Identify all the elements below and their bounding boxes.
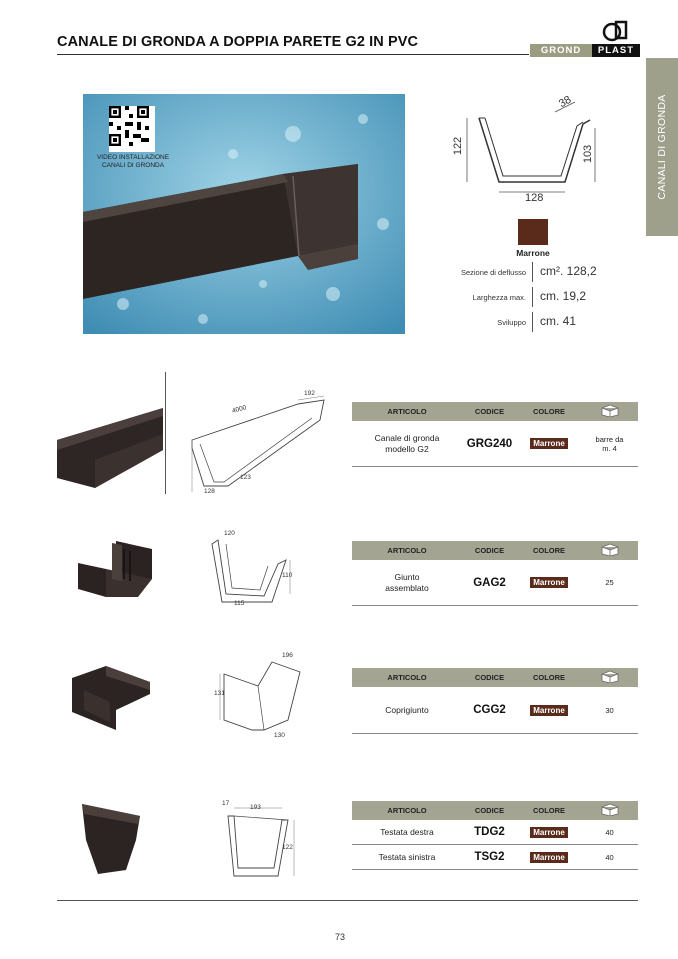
logo-text-grond: GROND [530,44,592,57]
cell-articolo: Canale di gronda modello G2 [374,432,440,454]
cell-codice: TDG2 [474,826,505,838]
cell-package: barre da m. 4 [595,434,624,453]
photo-divider [165,372,166,494]
cell-colore [517,705,581,716]
table-row [352,687,638,734]
product-table [352,402,638,467]
spec-separator [532,287,533,307]
dim-height: 131 [214,690,225,697]
color-badge: Marrone [530,438,568,449]
dim-lip: 38 [556,93,574,111]
table-row [352,560,638,606]
spec-value: cm. 41 [540,314,577,328]
color-badge: Marrone [530,577,568,588]
color-badge: Marrone [530,705,568,716]
joint-product-photo [76,535,156,601]
spec-row [440,262,640,284]
title-divider [57,54,529,55]
joint-technical-drawing [206,530,298,610]
dim-base: 130 [274,732,285,739]
cell-codice: GAG2 [473,576,506,589]
table-row [352,820,638,845]
page-number: 73 [334,932,345,942]
header-articolo: ARTICOLO [387,546,427,555]
cell-package: 40 [605,827,614,837]
cell-codice: CGG2 [473,704,506,716]
qr-code-icon [109,106,149,146]
color-badge: Marrone [530,852,568,863]
product-table [352,668,638,734]
cell-colore [517,852,581,863]
header-colore: COLORE [532,546,566,555]
brand-logo [530,20,640,60]
gp-logo-icon [602,20,630,44]
dim-height: 123 [240,474,251,481]
dim-width: 196 [282,652,293,659]
header-colore: COLORE [532,673,566,682]
header-codice: CODICE [474,546,505,555]
spec-value: cm². 128,2 [540,264,597,278]
spec-label: Sezione di deflusso [460,268,526,277]
product-table [352,801,638,870]
cell-colore [517,577,581,588]
end-cap-technical-drawing [220,798,300,880]
cell-codice: GRG240 [466,437,513,450]
gutter-technical-drawing [188,392,328,496]
color-swatch [518,219,548,245]
dim-height: 122 [282,844,293,851]
header-colore: COLORE [532,806,566,815]
cell-codice: TSG2 [474,851,505,863]
header-articolo: ARTICOLO [387,806,427,815]
end-cap-product-photo [78,800,144,878]
table-header [352,541,638,560]
product-table [352,541,638,606]
header-codice: CODICE [474,806,505,815]
cell-package: 40 [605,852,614,862]
section-tab [646,58,678,236]
section-tab-label: CANALI DI GRONDA [656,94,668,200]
cell-colore [517,438,581,449]
table-row [352,421,638,467]
header-colore: COLORE [532,407,566,416]
cell-package: 25 [605,578,614,587]
dim-base: 128 [204,488,215,495]
package-icon [581,670,638,685]
table-row [352,845,638,870]
spec-separator [532,312,533,332]
cell-colore [517,827,581,838]
cell-package: 30 [605,705,614,715]
table-header [352,402,638,421]
gutter-profile-drawing [452,93,605,205]
header-articolo: ARTICOLO [387,673,427,682]
package-icon [581,404,638,419]
cover-joint-product-photo [72,666,150,730]
dim-width: 128 [525,192,544,204]
dim-width: 120 [224,530,235,537]
dim-width: 193 [250,804,261,811]
cell-articolo: Testata sinistra [378,851,436,862]
table-header [352,668,638,687]
header-codice: CODICE [474,407,505,416]
dim-width: 192 [304,390,315,397]
cell-articolo: Giunto assemblato [385,571,429,593]
dim-height: 110 [282,572,293,579]
hero-photo [83,94,405,334]
cell-articolo: Testata destra [380,826,434,837]
cover-joint-technical-drawing [214,650,304,742]
dim-lip: 17 [222,800,230,807]
spec-row [440,287,640,309]
gutter-product-photo [55,400,165,490]
dim-length: 4000 [231,404,248,415]
spec-row [440,312,640,334]
dim-inner-height: 103 [582,144,595,164]
dim-height: 122 [452,136,465,156]
spec-label: Larghezza max. [472,293,526,302]
package-icon [581,543,638,558]
spec-value: cm. 19,2 [540,289,587,303]
package-icon [581,803,638,818]
table-header [352,801,638,820]
spec-separator [532,262,533,282]
spec-label: Sviluppo [497,318,526,327]
header-codice: CODICE [474,673,505,682]
cell-articolo: Coprigiunto [385,704,429,715]
logo-text-plast: PLAST [592,44,640,57]
dim-base: 115 [234,600,245,607]
color-name: Marrone [516,248,550,258]
header-articolo: ARTICOLO [387,407,427,416]
qr-caption: VIDEO INSTALLAZIONE CANALI DI GRONDA [96,154,170,169]
qr-code[interactable] [109,106,155,152]
footer-divider [57,900,638,901]
color-badge: Marrone [530,827,568,838]
page-title: CANALE DI GRONDA A DOPPIA PARETE G2 IN PVC [57,34,419,50]
